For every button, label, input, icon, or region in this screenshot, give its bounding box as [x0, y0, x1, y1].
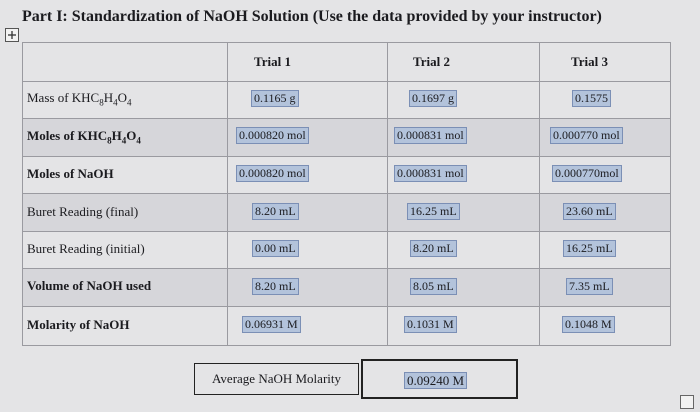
header-cell-trial-1 — [228, 42, 388, 82]
average-molarity-value[interactable]: 0.09240 M — [404, 372, 467, 389]
row-label-moles-naoh: Moles of NaOH — [27, 166, 114, 181]
value-mass-trial-3[interactable]: 0.1575 — [572, 90, 611, 107]
average-molarity-label: Average NaOH Molarity — [194, 363, 359, 395]
row-label-volume-naoh: Volume of NaOH used — [27, 278, 152, 293]
value-molarity-trial-1[interactable]: 0.06931 M — [242, 316, 301, 333]
value-buret-final-trial-2[interactable]: 16.25 mL — [407, 203, 460, 220]
value-buret-initial-trial-2[interactable]: 8.20 mL — [410, 240, 457, 257]
value-buret-final-trial-1[interactable]: 8.20 mL — [252, 203, 299, 220]
value-moles-khp-trial-1[interactable]: 0.000820 mol — [236, 127, 309, 144]
value-moles-naoh-trial-3[interactable]: 0.000770mol — [552, 165, 622, 182]
value-buret-initial-trial-3[interactable]: 16.25 mL — [563, 240, 616, 257]
row-label-buret-initial: Buret Reading (initial) — [27, 241, 145, 256]
row-label-buret-final: Buret Reading (final) — [27, 204, 139, 219]
value-mass-trial-1[interactable]: 0.1165 g — [251, 90, 299, 107]
value-volume-trial-2[interactable]: 8.05 mL — [410, 278, 457, 295]
value-volume-trial-3[interactable]: 7.35 mL — [566, 278, 613, 295]
column-header-trial-3: Trial 3 — [571, 54, 608, 69]
value-buret-initial-trial-1[interactable]: 0.00 mL — [252, 240, 299, 257]
row-label-moles-khp: Moles of $KHC_8H_4O_4$ — [27, 128, 141, 146]
value-mass-trial-2[interactable]: 0.1697 g — [409, 90, 457, 107]
value-molarity-trial-2[interactable]: 0.1031 M — [404, 316, 457, 333]
header-cell-trial-2 — [388, 42, 540, 82]
value-moles-khp-trial-2[interactable]: 0.000831 mol — [394, 127, 467, 144]
section-title: Part I: Standardization of NaOH Solution (Use the data provided by your instructor) — [22, 8, 602, 25]
row-label-molarity-naoh: Molarity of NaOH — [27, 317, 130, 332]
resize-handle-icon[interactable] — [680, 395, 694, 409]
column-header-trial-1: Trial 1 — [254, 54, 291, 69]
plus-square-icon[interactable] — [5, 28, 19, 42]
value-molarity-trial-3[interactable]: 0.1048 M — [562, 316, 615, 333]
value-moles-naoh-trial-2[interactable]: 0.000831 mol — [394, 165, 467, 182]
data-table — [22, 42, 671, 346]
row-label-mass-khp: Mass of $KHC_8H_4O_4$ — [27, 90, 132, 108]
value-buret-final-trial-3[interactable]: 23.60 mL — [563, 203, 616, 220]
column-header-trial-2: Trial 2 — [413, 54, 450, 69]
value-volume-trial-1[interactable]: 8.20 mL — [252, 278, 299, 295]
header-corner-cell — [22, 42, 228, 82]
value-moles-khp-trial-3[interactable]: 0.000770 mol — [550, 127, 623, 144]
value-moles-naoh-trial-1[interactable]: 0.000820 mol — [236, 165, 309, 182]
